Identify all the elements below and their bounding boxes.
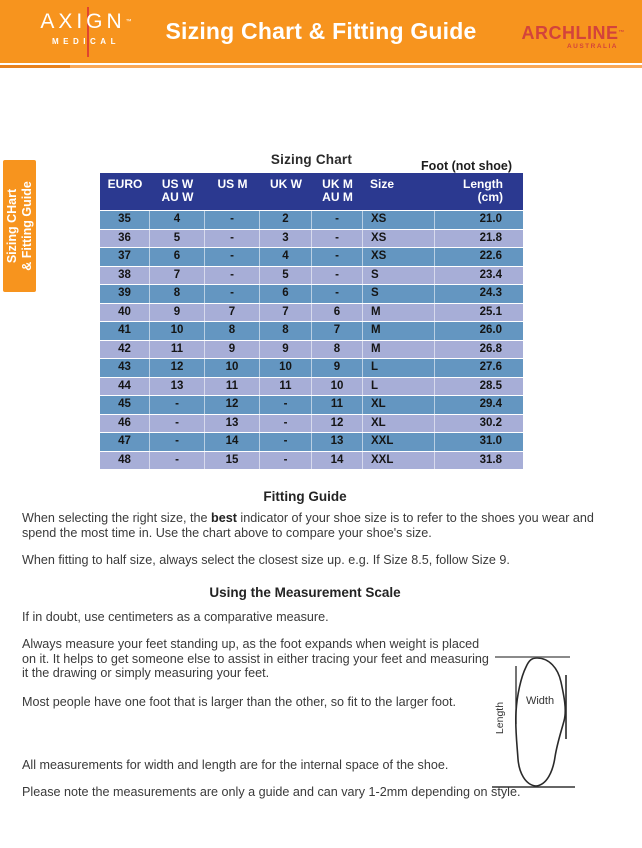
table-cell: 8 — [150, 285, 205, 303]
table-cell: 11 — [312, 396, 363, 414]
table-cell: 38 — [100, 267, 150, 285]
table-cell: - — [150, 415, 205, 433]
table-cell: 13 — [205, 415, 260, 433]
table-cell: 45 — [100, 396, 150, 414]
table-cell: 14 — [312, 452, 363, 470]
archline-logo-sub: AUSTRALIA — [566, 43, 618, 50]
table-cell: 44 — [100, 378, 150, 396]
table-cell: 31.8 — [479, 453, 502, 466]
table-cell: L — [363, 359, 435, 377]
table-cell: 11 — [150, 341, 205, 359]
fitting-guide-paragraph-2: When fitting to half size, always select the closest size up. e.g. If Size 8.5, follow Size 9. — [22, 553, 510, 567]
measurement-paragraph-1: If in doubt, use centimeters as a comparative measure. — [22, 610, 329, 624]
measurement-paragraph-2: Always measure your feet standing up, as the foot expands when weight is placed on it. It helps to get someone else to assist in either tracing your feet and measuring it the drawing or simply measuring your feet. — [22, 637, 489, 680]
table-cell: 6 — [260, 285, 312, 303]
table-cell: XS — [363, 211, 435, 229]
axign-logo-text: AXIGN — [40, 10, 126, 33]
table-row — [100, 266, 523, 285]
foot-not-shoe-note: Foot (not shoe) — [421, 159, 512, 173]
archline-logo-text: ARCHLINE — [521, 23, 619, 43]
header-bar — [0, 0, 642, 63]
table-cell: XS — [363, 248, 435, 266]
table-cell: XL — [363, 396, 435, 414]
table-cell: 39 — [100, 285, 150, 303]
sizing-chart-title: Sizing Chart — [270, 152, 353, 167]
table-cell: 5 — [150, 230, 205, 248]
table-cell: - — [150, 452, 205, 470]
table-cell: M — [363, 341, 435, 359]
table-cell: - — [312, 285, 363, 303]
table-cell: 40 — [100, 304, 150, 322]
axign-logo-name — [25, 7, 147, 37]
table-cell: 36 — [100, 230, 150, 248]
table-cell: 12 — [150, 359, 205, 377]
header-divider-accent — [0, 65, 70, 68]
table-cell: 10 — [260, 359, 312, 377]
table-cell: 9 — [312, 359, 363, 377]
table-row — [100, 414, 523, 433]
table-column-header: UK W — [270, 177, 302, 191]
table-cell: 27.6 — [479, 361, 502, 373]
table-cell: 9 — [260, 341, 312, 359]
table-cell: - — [205, 230, 260, 248]
table-column-header: US M — [217, 177, 248, 191]
table-column-header: UK M AU M — [322, 177, 353, 204]
table-body — [100, 210, 523, 469]
axign-logo — [25, 7, 147, 57]
table-cell: 28.5 — [479, 379, 502, 392]
table-cell: 42 — [100, 341, 150, 359]
table-cell: 3 — [260, 230, 312, 248]
table-cell: S — [363, 267, 435, 285]
table-cell: M — [363, 304, 435, 322]
table-cell: 26.8 — [479, 342, 502, 355]
table-cell: 9 — [150, 304, 205, 322]
table-cell: 21.0 — [479, 213, 502, 225]
fitting-guide-paragraph-1 — [22, 511, 624, 540]
table-cell: 4 — [150, 211, 205, 229]
paragraph-bold-text: best — [211, 511, 237, 525]
table-cell: - — [312, 267, 363, 285]
table-cell: 26.0 — [479, 324, 502, 336]
table-cell: 10 — [150, 322, 205, 340]
table-cell: 37 — [100, 248, 150, 266]
table-row — [100, 432, 523, 451]
table-cell: 48 — [100, 452, 150, 470]
paragraph-text: When selecting the right size, the — [22, 511, 212, 525]
table-cell: - — [260, 433, 312, 451]
foot-measurement-diagram — [488, 648, 588, 796]
table-cell: - — [205, 267, 260, 285]
table-cell: - — [205, 248, 260, 266]
table-cell: 7 — [260, 304, 312, 322]
table-row — [100, 377, 523, 396]
table-column-header: EURO — [107, 177, 143, 191]
measurement-paragraph-5: Please note the measurements are only a guide and can vary 1-2mm depending on style. — [22, 785, 521, 799]
table-cell: 35 — [100, 211, 150, 229]
table-cell: M — [363, 322, 435, 340]
table-cell: 8 — [260, 322, 312, 340]
table-cell: XXL — [363, 433, 435, 451]
table-cell: 31.0 — [479, 435, 502, 447]
table-cell: 10 — [205, 359, 260, 377]
table-row — [100, 395, 523, 414]
table-header-row — [100, 173, 523, 210]
table-cell: - — [312, 248, 363, 266]
axign-trademark: ™ — [125, 19, 132, 25]
table-row — [100, 451, 523, 470]
table-cell: 23.4 — [479, 268, 502, 281]
table-cell: - — [150, 396, 205, 414]
header-divider — [0, 65, 642, 68]
table-cell: 2 — [260, 211, 312, 229]
foot-outline — [516, 658, 566, 786]
table-cell: 9 — [205, 341, 260, 359]
fitting-guide-heading: Fitting Guide — [263, 489, 347, 504]
table-cell: 22.6 — [479, 250, 502, 262]
table-row — [100, 229, 523, 248]
table-cell: L — [363, 378, 435, 396]
table-column-header: Length (cm) — [463, 177, 503, 204]
width-label: Width — [525, 695, 555, 707]
table-cell: 30.2 — [479, 416, 502, 429]
axign-logo-sub: MEDICAL — [52, 37, 120, 46]
table-cell: 4 — [260, 248, 312, 266]
measurement-scale-heading: Using the Measurement Scale — [209, 585, 401, 600]
measurement-paragraph-4: All measurements for width and length are for the internal space of the shoe. — [22, 758, 449, 772]
table-cell: - — [150, 433, 205, 451]
table-cell: 46 — [100, 415, 150, 433]
side-tab-label — [5, 181, 35, 271]
table-cell: 13 — [312, 433, 363, 451]
table-cell: 10 — [312, 378, 363, 396]
side-tab-line2: & Fitting Guide — [19, 181, 34, 271]
table-row — [100, 210, 523, 229]
table-cell: 8 — [312, 341, 363, 359]
table-cell: - — [260, 452, 312, 470]
table-cell: 11 — [260, 378, 312, 396]
table-column-header: Size — [370, 177, 395, 191]
table-cell: 7 — [205, 304, 260, 322]
table-row — [100, 247, 523, 266]
archline-logo-name — [503, 24, 625, 42]
table-cell: - — [205, 211, 260, 229]
length-label: Length — [494, 701, 506, 735]
page-title: Sizing Chart & Fitting Guide — [165, 18, 477, 44]
table-cell: 41 — [100, 322, 150, 340]
table-row — [100, 303, 523, 322]
archline-logo — [503, 24, 625, 51]
table-cell: - — [260, 396, 312, 414]
table-cell: 13 — [150, 378, 205, 396]
sizing-chart-table — [100, 173, 523, 469]
table-row — [100, 340, 523, 359]
table-cell: 47 — [100, 433, 150, 451]
side-tab-sizing-chart — [3, 160, 36, 292]
table-cell: 6 — [150, 248, 205, 266]
table-cell: 29.4 — [479, 398, 502, 410]
table-cell: XL — [363, 415, 435, 433]
table-cell: 12 — [312, 415, 363, 433]
table-cell: 21.8 — [479, 231, 502, 244]
table-row — [100, 321, 523, 340]
table-cell: - — [205, 285, 260, 303]
table-cell: 8 — [205, 322, 260, 340]
table-cell: 5 — [260, 267, 312, 285]
table-cell: S — [363, 285, 435, 303]
table-cell: 6 — [312, 304, 363, 322]
paragraph-text: indicator of your shoe size is to refer to the shoes you wear and spend the most time in. Use the chart above to compare your shoe's size. — [22, 511, 594, 540]
table-column-header: US W AU W — [161, 177, 194, 204]
table-cell: - — [312, 230, 363, 248]
table-cell: 43 — [100, 359, 150, 377]
table-cell: - — [260, 415, 312, 433]
table-row — [100, 284, 523, 303]
table-cell: 12 — [205, 396, 260, 414]
table-cell: 24.3 — [479, 287, 502, 299]
table-cell: 15 — [205, 452, 260, 470]
table-cell: 25.1 — [479, 305, 502, 318]
measurement-paragraph-3: Most people have one foot that is larger than the other, so fit to the larger foot. — [22, 695, 457, 709]
table-row — [100, 358, 523, 377]
table-cell: 7 — [312, 322, 363, 340]
table-cell: - — [312, 211, 363, 229]
table-cell: XS — [363, 230, 435, 248]
table-cell: 11 — [205, 378, 260, 396]
table-cell: 7 — [150, 267, 205, 285]
table-cell: XXL — [363, 452, 435, 470]
table-cell: 14 — [205, 433, 260, 451]
side-tab-line1: Sizing CHart — [4, 188, 19, 264]
archline-trademark: ™ — [618, 30, 625, 36]
